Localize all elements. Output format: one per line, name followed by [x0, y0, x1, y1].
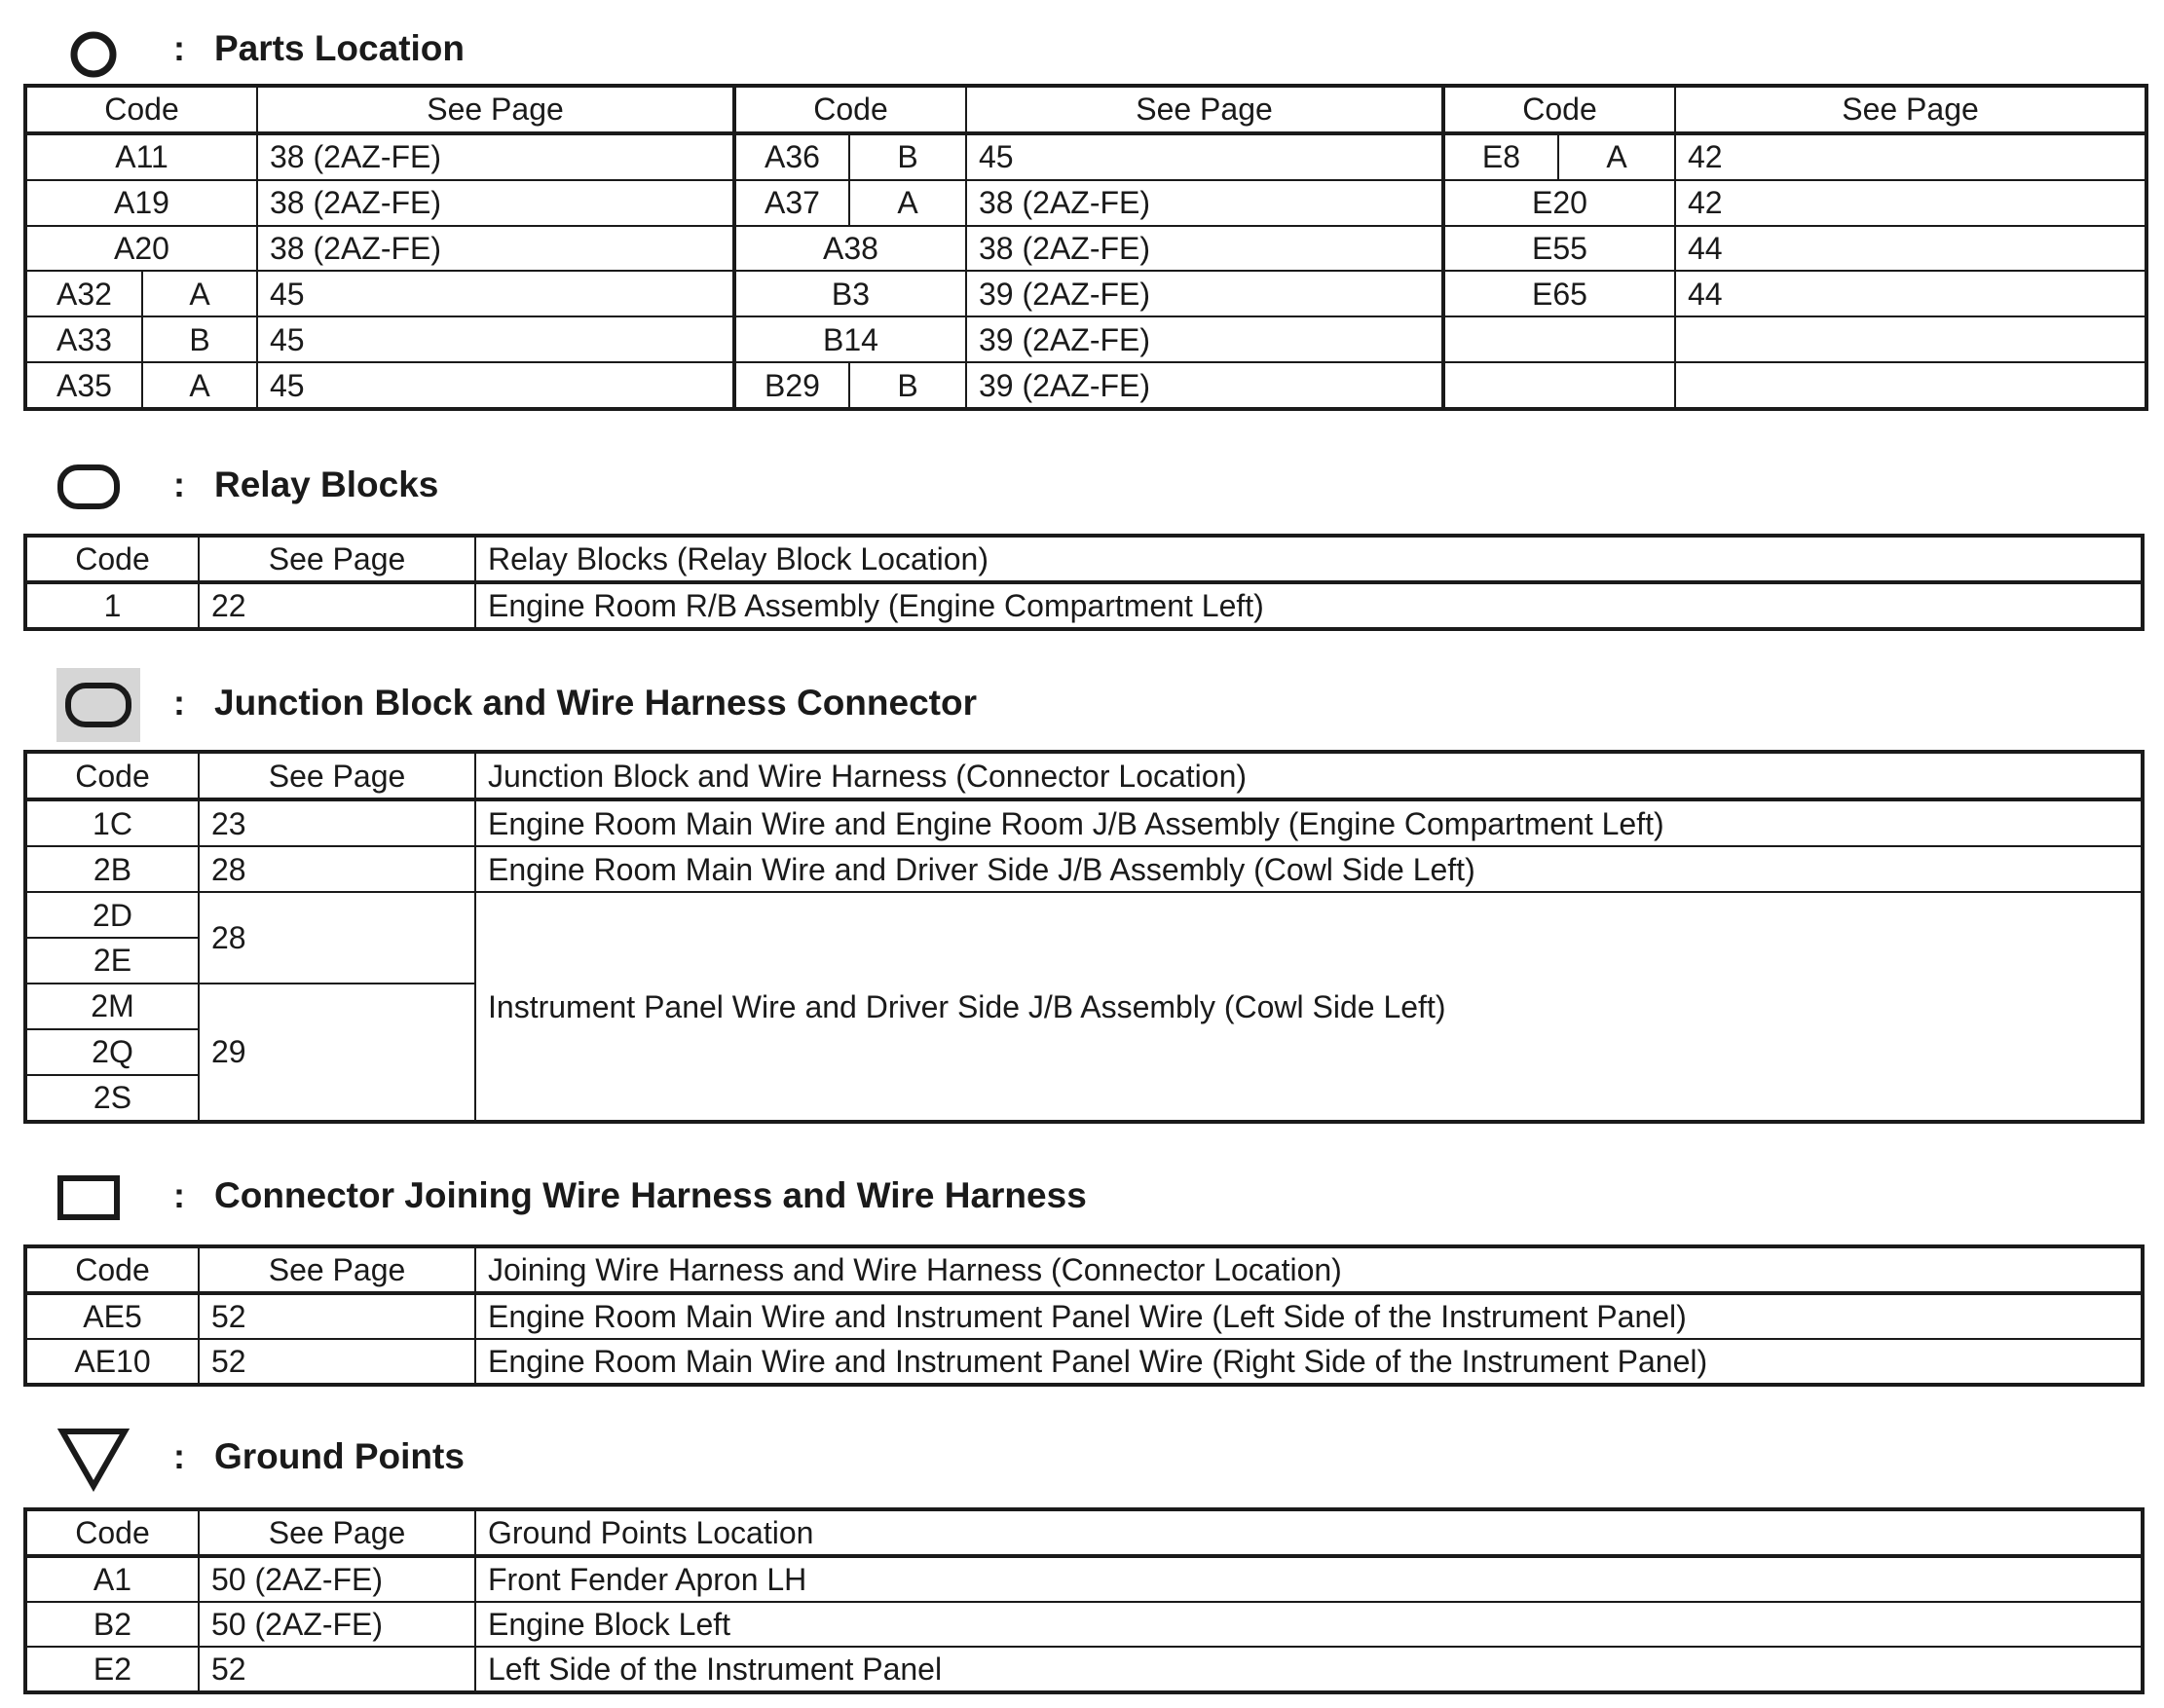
page-cell: 45	[257, 316, 734, 362]
header-code: Code	[25, 536, 199, 582]
code-cell: A35	[25, 362, 142, 409]
table-row	[25, 1647, 2143, 1692]
page-cell: 42	[1675, 133, 2146, 180]
table-header-row	[25, 1246, 2143, 1293]
table-row	[25, 1556, 2143, 1602]
description-cell: Engine Block Left	[475, 1602, 2143, 1647]
sub-code-cell: A	[1558, 133, 1675, 180]
heading-colon: :	[173, 683, 185, 723]
parts-location-table	[23, 84, 2148, 411]
connector-joining-heading	[0, 1157, 1363, 1235]
rounded-rect-icon	[56, 464, 121, 510]
table-header-row	[25, 1509, 2143, 1556]
table-row	[25, 226, 2146, 272]
header-see-page: See Page	[199, 1246, 475, 1293]
code-cell: A11	[25, 133, 257, 180]
junction-block-heading	[0, 664, 1363, 742]
heading-colon: :	[173, 1436, 185, 1476]
code-cell: AE10	[25, 1339, 199, 1385]
header-see-page: See Page	[1675, 86, 2146, 133]
page-cell: 50 (2AZ-FE)	[199, 1602, 475, 1647]
parts-location-heading	[0, 10, 1363, 88]
section-title: Ground Points	[214, 1436, 465, 1476]
code-cell: E20	[1443, 180, 1675, 226]
code-cell: B3	[734, 271, 966, 316]
table-row	[25, 1293, 2143, 1339]
table-row	[25, 133, 2146, 180]
page-cell: 38 (2AZ-FE)	[257, 226, 734, 272]
header-code: Code	[734, 86, 966, 133]
circle-icon	[68, 29, 119, 80]
code-cell: AE5	[25, 1293, 199, 1339]
description-cell: Engine Room R/B Assembly (Engine Compartment Left)	[475, 582, 2143, 629]
page-cell: 50 (2AZ-FE)	[199, 1556, 475, 1602]
description-cell: Left Side of the Instrument Panel	[475, 1647, 2143, 1692]
empty-cell	[1443, 362, 1675, 409]
code-cell: B2	[25, 1602, 199, 1647]
shaded-rounded-rect-icon	[56, 668, 140, 742]
header-see-page: See Page	[966, 86, 1443, 133]
table-row	[25, 180, 2146, 226]
page-cell: 29	[199, 984, 475, 1122]
table-row	[25, 846, 2143, 892]
header-code: Code	[25, 86, 257, 133]
code-cell: E8	[1443, 133, 1558, 180]
rectangle-icon	[56, 1174, 121, 1221]
code-cell: 2M	[25, 984, 199, 1029]
code-cell: A1	[25, 1556, 199, 1602]
header-description: Joining Wire Harness and Wire Harness (Connector Location)	[475, 1246, 2143, 1293]
code-cell: A19	[25, 180, 257, 226]
table-row	[25, 799, 2143, 846]
code-cell: 1	[25, 582, 199, 629]
code-cell: A36	[734, 133, 849, 180]
relay-blocks-heading	[0, 446, 1363, 524]
down-triangle-icon	[56, 1426, 131, 1492]
description-cell: Front Fender Apron LH	[475, 1556, 2143, 1602]
page-cell: 52	[199, 1293, 475, 1339]
page-cell: 52	[199, 1647, 475, 1692]
page-cell: 38 (2AZ-FE)	[257, 180, 734, 226]
table-header-row	[25, 752, 2143, 799]
junction-block-table	[23, 750, 2145, 1124]
page-cell: 42	[1675, 180, 2146, 226]
page-cell: 28	[199, 892, 475, 984]
sub-code-cell: A	[142, 271, 257, 316]
section-title: Junction Block and Wire Harness Connector	[214, 683, 977, 723]
header-see-page: See Page	[199, 752, 475, 799]
section-title: Relay Blocks	[214, 464, 439, 504]
code-cell: A20	[25, 226, 257, 272]
ground-points-heading	[0, 1418, 1363, 1496]
code-cell: E2	[25, 1647, 199, 1692]
empty-cell	[1675, 362, 2146, 409]
header-see-page: See Page	[199, 536, 475, 582]
description-cell: Engine Room Main Wire and Instrument Panel Wire (Right Side of the Instrument Panel)	[475, 1339, 2143, 1385]
empty-cell	[1443, 316, 1675, 362]
code-cell: E55	[1443, 226, 1675, 272]
description-cell: Engine Room Main Wire and Instrument Panel Wire (Left Side of the Instrument Panel)	[475, 1293, 2143, 1339]
header-description: Relay Blocks (Relay Block Location)	[475, 536, 2143, 582]
page-cell: 45	[966, 133, 1443, 180]
section-title: Parts Location	[214, 28, 465, 68]
code-cell: 2Q	[25, 1029, 199, 1075]
header-code: Code	[25, 1509, 199, 1556]
page-cell: 45	[257, 362, 734, 409]
relay-blocks-table	[23, 534, 2145, 631]
header-code: Code	[25, 1246, 199, 1293]
sub-code-cell: A	[142, 362, 257, 409]
description-cell: Instrument Panel Wire and Driver Side J/B Assembly (Cowl Side Left)	[475, 892, 2143, 1122]
code-cell: 2B	[25, 846, 199, 892]
page-cell: 23	[199, 799, 475, 846]
section-title: Connector Joining Wire Harness and Wire Harness	[214, 1175, 1087, 1215]
page-cell: 39 (2AZ-FE)	[966, 271, 1443, 316]
header-see-page: See Page	[257, 86, 734, 133]
page-cell: 52	[199, 1339, 475, 1385]
table-header-row	[25, 536, 2143, 582]
page-cell: 28	[199, 846, 475, 892]
code-cell: B29	[734, 362, 849, 409]
code-cell: 2E	[25, 938, 199, 984]
header-code: Code	[25, 752, 199, 799]
heading-colon: :	[173, 1175, 185, 1215]
page-cell: 44	[1675, 271, 2146, 316]
table-header-row	[25, 86, 2146, 133]
page-cell: 45	[257, 271, 734, 316]
ground-points-table	[23, 1507, 2145, 1694]
heading-colon: :	[173, 464, 185, 504]
heading-colon: :	[173, 28, 185, 68]
header-description: Junction Block and Wire Harness (Connector Location)	[475, 752, 2143, 799]
header-see-page: See Page	[199, 1509, 475, 1556]
table-row	[25, 582, 2143, 629]
page-cell: 39 (2AZ-FE)	[966, 316, 1443, 362]
description-cell: Engine Room Main Wire and Engine Room J/B Assembly (Engine Compartment Left)	[475, 799, 2143, 846]
page-cell: 22	[199, 582, 475, 629]
sub-code-cell: B	[849, 133, 966, 180]
code-cell: A37	[734, 180, 849, 226]
code-cell: A33	[25, 316, 142, 362]
sub-code-cell: B	[142, 316, 257, 362]
page-cell: 38 (2AZ-FE)	[966, 180, 1443, 226]
code-cell: A38	[734, 226, 966, 272]
table-row	[25, 892, 2143, 938]
table-row	[25, 271, 2146, 316]
sub-code-cell: A	[849, 180, 966, 226]
description-cell: Engine Room Main Wire and Driver Side J/B Assembly (Cowl Side Left)	[475, 846, 2143, 892]
page-cell: 44	[1675, 226, 2146, 272]
empty-cell	[1675, 316, 2146, 362]
page-cell: 38 (2AZ-FE)	[966, 226, 1443, 272]
code-cell: E65	[1443, 271, 1675, 316]
code-cell: 1C	[25, 799, 199, 846]
table-row	[25, 316, 2146, 362]
code-cell: B14	[734, 316, 966, 362]
code-cell: 2D	[25, 892, 199, 938]
page-cell: 38 (2AZ-FE)	[257, 133, 734, 180]
table-row	[25, 362, 2146, 409]
table-row	[25, 1339, 2143, 1385]
code-cell: A32	[25, 271, 142, 316]
code-cell: 2S	[25, 1075, 199, 1122]
page-cell: 39 (2AZ-FE)	[966, 362, 1443, 409]
connector-joining-table	[23, 1244, 2145, 1387]
sub-code-cell: B	[849, 362, 966, 409]
table-row	[25, 1602, 2143, 1647]
header-code: Code	[1443, 86, 1675, 133]
header-description: Ground Points Location	[475, 1509, 2143, 1556]
